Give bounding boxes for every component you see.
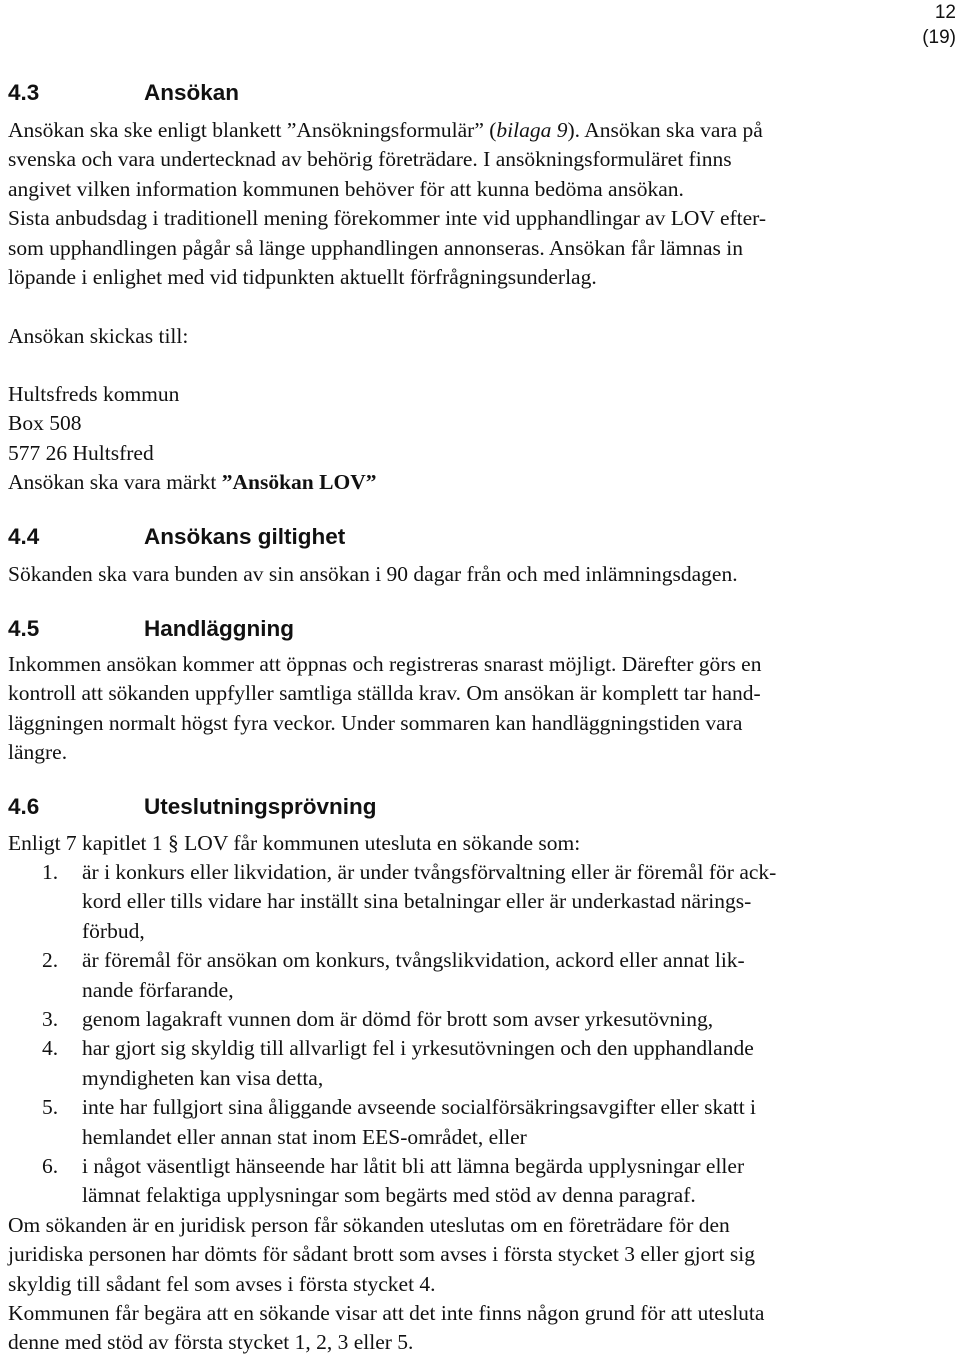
list-text: hemlandet eller annan stat inom EES-området, eller (82, 1124, 527, 1149)
section-4-3-intro (8, 116, 953, 292)
paragraph-line: Sista anbudsdag i traditionell mening förekommer inte vid upphandlingar av LOV efter- (8, 206, 767, 231)
list-item (8, 946, 953, 975)
section-number: 4.3 (8, 80, 40, 105)
paragraph-line: skyldig till sådant fel som avses i första stycket 4. (8, 1271, 436, 1296)
list-text: genom lagakraft vunnen dom är dömd för brott som avser yrkesutövning, (82, 1006, 714, 1031)
address-line: Hultsfreds kommun (8, 382, 180, 406)
list-text: kord eller tills vidare har inställt sina betalningar eller är underkastad närings- (82, 889, 752, 914)
mark-line (8, 468, 953, 497)
paragraph-line: Enligt 7 kapitlet 1 § LOV får kommunen utesluta en sökande som: (8, 831, 581, 855)
paragraph-line: som upphandlingen pågår så länge upphandlingen annonseras. Ansökan får lämnas in (8, 235, 743, 260)
list-item (8, 1034, 953, 1063)
mark-label: ”Ansökan LOV” (221, 470, 377, 495)
list-item-continuation (8, 976, 953, 1005)
address-line: Box 508 (8, 411, 82, 436)
section-heading-4-3 (8, 78, 239, 108)
section-heading-4-5 (8, 614, 294, 644)
page-number-total: (19) (922, 27, 956, 48)
italic-reference: bilaga 9 (496, 118, 568, 142)
paragraph-line: löpande i enlighet med vid tidpunkten aktuellt förfrågningsunderlag. (8, 264, 597, 289)
list-text: lämnat felaktiga upplysningar som begärts med stöd av denna paragraf. (82, 1183, 696, 1208)
list-number: 3. (42, 1006, 59, 1031)
paragraph-line: Om sökanden är en juridisk person får sökanden uteslutas om en företrädare för den (8, 1213, 730, 1237)
list-text: är i konkurs eller likvidation, är under tvångsförvaltning eller är föremål för ack- (82, 860, 777, 884)
address-block (8, 380, 953, 498)
closing-paragraph-2 (8, 1299, 953, 1358)
list-number: 6. (42, 1153, 59, 1178)
section-title: Ansökan (144, 80, 240, 105)
text-run: ). Ansökan ska vara på (567, 118, 763, 142)
page-number-current: 12 (934, 2, 956, 23)
section-number: 4.6 (8, 794, 40, 819)
section-4-6-intro (8, 829, 953, 858)
paragraph-line: Ansökan skickas till: (8, 324, 189, 348)
list-text: i något väsentligt hänseende har låtit bli att lämna begärda upplysningar eller (82, 1153, 745, 1178)
paragraph-line: Kommunen får begära att en sökande visar att det inte finns någon grund för att utesluta (8, 1301, 765, 1325)
list-text: inte har fullgjort sina åliggande avseende socialförsäkringsavgifter eller skatt i (82, 1095, 757, 1120)
paragraph-line: denne med stöd av första stycket 1, 2, 3 eller 5. (8, 1330, 414, 1355)
paragraph-line: Sökanden ska vara bunden av sin ansökan i 90 dagar från och med inlämningsdagen. (8, 562, 738, 586)
page-number (922, 0, 956, 50)
list-item (8, 1005, 953, 1034)
paragraph-line: svenska och vara undertecknad av behörig företrädare. I ansökningsformuläret finns (8, 147, 732, 172)
send-to-label (8, 322, 953, 351)
list-item (8, 858, 953, 887)
list-item-continuation (8, 917, 953, 946)
address-line: 577 26 Hultsfred (8, 440, 154, 465)
exclusion-list (8, 858, 953, 1211)
paragraph-line (8, 116, 953, 145)
list-text: är föremål för ansökan om konkurs, tvångslikvidation, ackord eller annat lik- (82, 948, 745, 973)
list-item (8, 1093, 953, 1122)
section-heading-4-4 (8, 522, 345, 552)
list-number: 1. (42, 860, 59, 884)
section-heading-4-6 (8, 792, 377, 822)
list-number: 5. (42, 1095, 59, 1120)
text-run: Ansökan ska vara märkt (8, 470, 222, 495)
section-4-5-body (8, 650, 953, 768)
list-item (8, 1152, 953, 1181)
list-text: har gjort sig skyldig till allvarligt fel i yrkesutövningen och den upphandlande (82, 1036, 754, 1061)
list-item-continuation (8, 1064, 953, 1093)
list-item-continuation (8, 1123, 953, 1152)
section-title: Ansökans giltighet (144, 524, 346, 549)
paragraph-line: Inkommen ansökan kommer att öppnas och registreras snarast möjligt. Därefter görs en (8, 652, 762, 676)
paragraph-line: längre. (8, 740, 68, 765)
text-run: Ansökan ska ske enligt blankett ”Ansökningsformulär” ( (8, 118, 497, 142)
list-text: förbud, (82, 918, 145, 943)
list-item-continuation (8, 1181, 953, 1210)
section-number: 4.5 (8, 616, 40, 641)
section-number: 4.4 (8, 524, 40, 549)
section-title: Uteslutningsprövning (144, 794, 377, 819)
paragraph-line: juridiska personen har dömts för sådant brott som avses i första stycket 3 eller gjort sig (8, 1242, 755, 1267)
closing-paragraph-1 (8, 1211, 953, 1299)
paragraph-line: läggningen normalt högst fyra veckor. Under sommaren kan handläggningstiden vara (8, 710, 743, 735)
list-number: 4. (42, 1036, 59, 1061)
section-4-4-body (8, 560, 953, 589)
list-text: myndigheten kan visa detta, (82, 1065, 324, 1090)
paragraph-line: kontroll att sökanden uppfyller samtliga ställda krav. Om ansökan är komplett tar hand- (8, 681, 761, 706)
list-number: 2. (42, 948, 59, 973)
paragraph-line: angivet vilken information kommunen behöver för att kunna bedöma ansökan. (8, 176, 684, 201)
list-item-continuation (8, 887, 953, 916)
list-text: nande förfarande, (82, 977, 234, 1002)
section-title: Handläggning (144, 616, 294, 641)
